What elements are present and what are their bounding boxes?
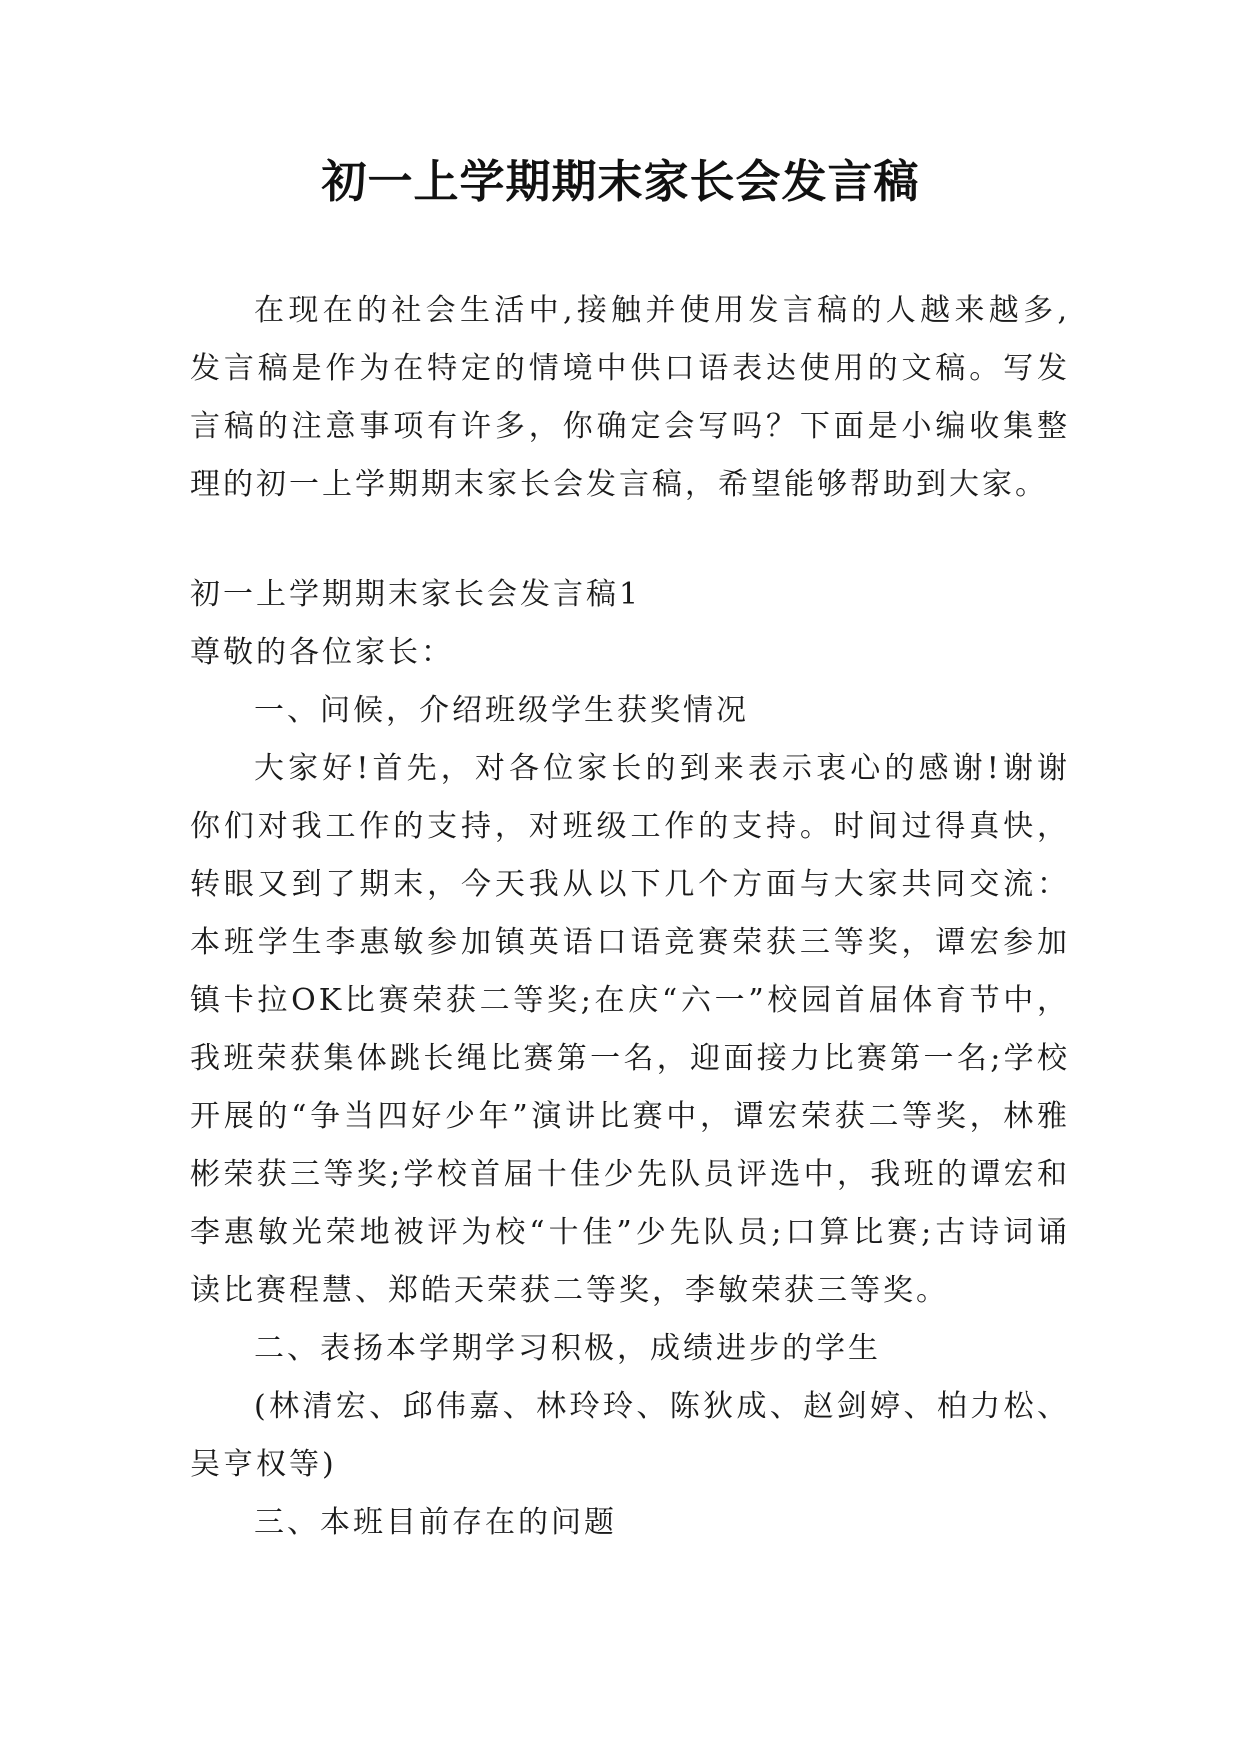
document-title: 初一上学期期末家长会发言稿 (321, 155, 920, 208)
salutation: 尊敬的各位家长： (190, 635, 454, 670)
section-heading-1: 一、问候，介绍班级学生获奖情况 (254, 693, 749, 728)
section-heading-2: 二、表扬本学期学习积极，成绩进步的学生 (254, 1331, 881, 1366)
section-paragraph-1: 大家好!首先，对各位家长的到来表示衷心的感谢!谢谢你们对我工作的支持，对班级工作的支持。时间过得真快，转眼又到了期末，今天我从以下几个方面与大家共同交流：本班学生李惠敏参加镇英语口语竞赛荣获三等奖，谭宏参加镇卡拉OK比赛荣获二等奖;在庆“六一”校园首届体育节中，我班荣获集体跳长绳比赛第一名，迎面接力比赛第一名;学校开展的“争当四好少年”演讲比赛中，谭宏荣获二等奖，林雅彬荣获三等奖;学校首届十佳少先队员评选中，我班的谭宏和李惠敏光荣地被评为校“十佳”少先队员;口算比赛;古诗词诵读比赛程慧、郑皓天荣获二等奖，李敏荣获三等奖。 (190, 751, 1070, 1308)
section-heading-3: 三、本班目前存在的问题 (254, 1505, 617, 1540)
intro-paragraph: 在现在的社会生活中,接触并使用发言稿的人越来越多,发言稿是作为在特定的情境中供口语表达使用的文稿。写发言稿的注意事项有许多，你确定会写吗？下面是小编收集整理的初一上学期期末家长会发言稿，希望能够帮助到大家。 (190, 293, 1070, 502)
speech-heading: 初一上学期期末家长会发言稿1 (190, 577, 642, 612)
document-body (190, 282, 1070, 1552)
section-paragraph-2: (林清宏、邱伟嘉、林玲玲、陈狄成、赵剑婷、柏力松、吴亨权等) (190, 1389, 1070, 1482)
